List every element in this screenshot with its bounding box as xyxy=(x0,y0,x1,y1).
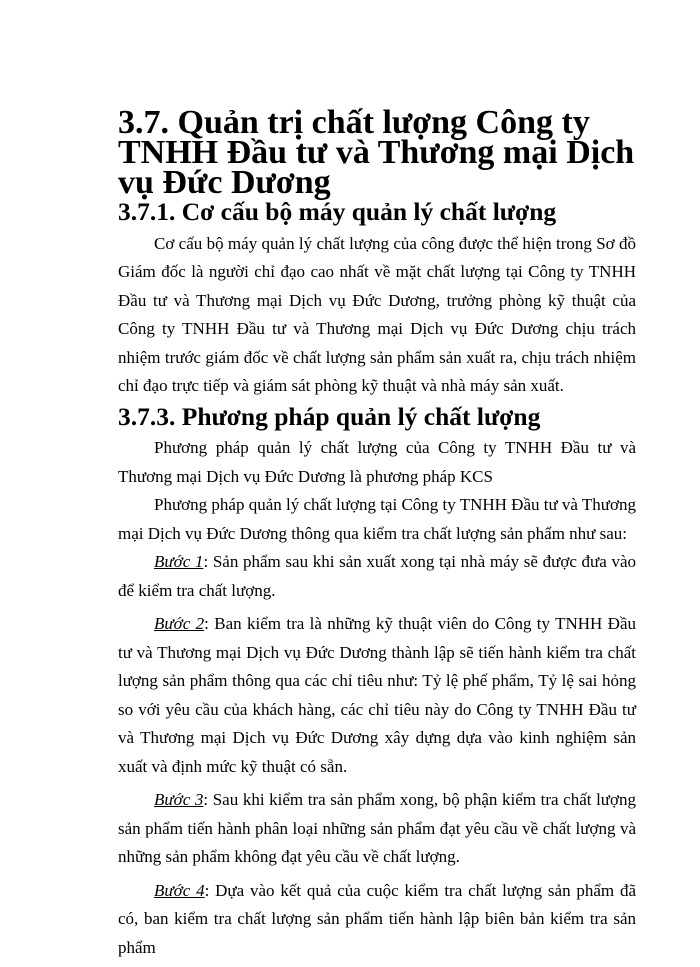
step-2 xyxy=(118,610,636,781)
step-4-text: : Dựa vào kết quả của cuộc kiểm tra chất lượng sản phẩm đã có, ban kiểm tra chất lượng sản phẩm tiến hành lập biên bản kiểm tra sản phẩm xyxy=(118,880,637,957)
step-2-text: : Ban kiểm tra là những kỹ thuật viên do Công ty TNHH Đầu tư và Thương mại Dịch vụ Đức Dương thành lập sẽ tiến hành kiểm tra chất lượng sản phẩm thông qua các chỉ tiêu như: Tỷ lệ phế phẩm, Tỷ lệ sai hỏng so với yêu cầu của khách hàng, các chỉ tiêu này do Công ty TNHH Đầu tư và Thương mại Dịch vụ Đức Dương xây dựng dựa vào kinh nghiệm sản xuất và định mức kỹ thuật có sẵn. xyxy=(118,614,636,776)
section-title: 3.7. Quản trị chất lượng Công ty TNHH Đầu tư và Thương mại Dịch vụ Đức Dương xyxy=(118,104,635,201)
step-3-text: : Sau khi kiểm tra sản phẩm xong, bộ phận kiểm tra chất lượng sản phẩm tiến hành phân loại những sản phẩm đạt yêu cầu về chất lượng và những sản phẩm không đạt yêu cầu về chất lượng. xyxy=(118,790,636,866)
document-page xyxy=(118,104,637,967)
step-4-label: Bước 4 xyxy=(154,880,205,900)
step-2-label: Bước 2 xyxy=(154,614,205,633)
subsection-title-method: 3.7.3. Phương pháp quản lý chất lượng xyxy=(118,401,541,431)
step-1-label: Bước 1 xyxy=(154,552,204,571)
step-1 xyxy=(118,548,636,605)
step-3 xyxy=(118,786,636,872)
method-paragraph-1: Phương pháp quản lý chất lượng của Công ty TNHH Đầu tư và Thương mại Dịch vụ Đức Dương là phương pháp KCS xyxy=(118,438,636,486)
subsection-title-structure: 3.7.1. Cơ cấu bộ máy quản lý chất lượng xyxy=(118,197,557,226)
structure-paragraph: Cơ cấu bộ máy quản lý chất lượng của công được thể hiện trong Sơ đồ Giám đốc là người chỉ đạo cao nhất về mặt chất lượng tại Công ty TNHH Đầu tư và Thương mại Dịch vụ Đức Dương, trưởng phòng kỹ thuật của Công ty TNHH Đầu tư và Thương mại Dịch vụ Đức Dương chịu trách nhiệm trước giám đốc về chất lượng sản phẩm sản xuất ra, chịu trách nhiệm chỉ đạo trực tiếp và giám sát phòng kỹ thuật và nhà máy sản xuất. xyxy=(118,233,636,395)
step-3-label: Bước 3 xyxy=(154,790,204,809)
method-paragraph-2: Phương pháp quản lý chất lượng tại Công ty TNHH Đầu tư và Thương mại Dịch vụ Đức Dương thông qua kiểm tra chất lượng sản phẩm như sau: xyxy=(118,495,637,543)
step-4 xyxy=(118,877,636,963)
step-1-text: : Sản phẩm sau khi sản xuất xong tại nhà máy sẽ được đưa vào để kiểm tra chất lượng. xyxy=(118,552,636,600)
